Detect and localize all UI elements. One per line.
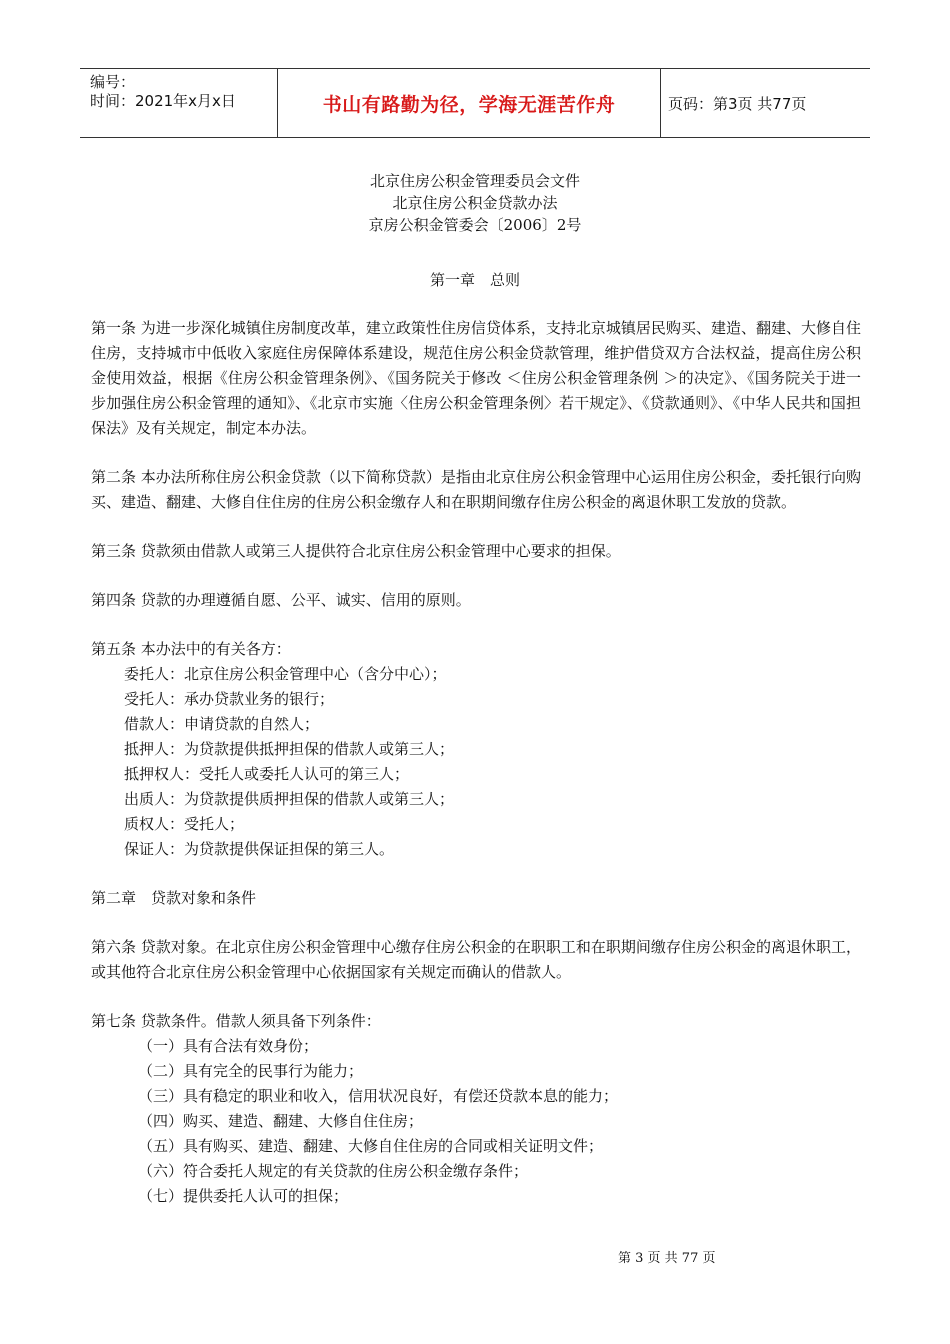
- article-5: [91, 637, 861, 862]
- header-page-label: 页码：第3页 共77页: [668, 95, 807, 113]
- header-motto: 书山有路勤为径，学海无涯苦作舟: [277, 69, 661, 137]
- time-label: 时间：2021年x月x日: [90, 92, 236, 110]
- article-7-intro: 第七条 贷款条件。借款人须具备下列条件：: [91, 1012, 381, 1030]
- title-name: 北京住房公积金贷款办法: [392, 194, 558, 212]
- page-header: [80, 68, 870, 138]
- article-7-item: （五）具有购买、建造、翻建、大修自住住房的合同或相关证明文件；: [138, 1137, 604, 1155]
- article-2: 第二条 本办法所称住房公积金贷款（以下简称贷款）是指由北京住房公积金管理中心运用住房公积金，委托银行向购买、建造、翻建、大修自住住房的住房公积金缴存人和在职期间缴存住房公积金的离退休职工发放的贷款。: [91, 468, 861, 511]
- chapter-heading-2: 第二章 贷款对象和条件: [91, 889, 257, 907]
- chapter-heading-1: 第一章 总则: [429, 271, 520, 289]
- article-7-item: （三）具有稳定的职业和收入，信用状况良好，有偿还贷款本息的能力；: [138, 1087, 619, 1105]
- document-title-block: [0, 170, 950, 236]
- article-7-item: （六）符合委托人规定的有关贷款的住房公积金缴存条件；: [138, 1162, 529, 1180]
- article-7-item: （二）具有完全的民事行为能力；: [138, 1062, 364, 1080]
- header-meta: [90, 73, 280, 111]
- article-7-item: （一）具有合法有效身份；: [138, 1037, 319, 1055]
- article-5-item: 出质人：为贷款提供质押担保的借款人或第三人；: [124, 790, 455, 808]
- article-7-item: （四）购买、建造、翻建、大修自住住房；: [138, 1112, 424, 1130]
- article-7-item: （七）提供委托人认可的担保；: [138, 1187, 349, 1205]
- article-1: 第一条 为进一步深化城镇住房制度改革，建立政策性住房信贷体系，支持北京城镇居民购买、建造、翻建、大修自住住房，支持城市中低收入家庭住房保障体系建设，规范住房公积金贷款管理，维护借贷双方合法权益，提高住房公积金使用效益，根据《住房公积金管理条例》、《国务院关于修改 ＜住房公积金管理条例 ＞的决定》、《国务院关于进一步加强住房公积金管理的通知》、《北京市实施〈住房公积金管理条例〉若干规定》、《贷款通则》、《中华人民共和国担保法》及有关规定，制定本办法。: [91, 319, 861, 437]
- number-label: 编号：: [90, 73, 136, 91]
- article-4: 第四条 贷款的办理遵循自愿、公平、诚实、信用的原则。: [91, 591, 471, 609]
- article-5-item: 抵押权人：受托人或委托人认可的第三人；: [124, 765, 410, 783]
- article-3: 第三条 贷款须由借款人或第三人提供符合北京住房公积金管理中心要求的担保。: [91, 542, 621, 560]
- title-doc-no: 京房公积金管委会〔2006〕2号: [368, 216, 582, 234]
- article-5-item: 抵押人：为贷款提供抵押担保的借款人或第三人；: [124, 740, 455, 758]
- article-5-intro: 第五条 本办法中的有关各方：: [91, 640, 291, 658]
- article-6: 第六条 贷款对象。在北京住房公积金管理中心缴存住房公积金的在职职工和在职期间缴存住房公积金的离退休职工，或其他符合北京住房公积金管理中心依据国家有关规定而确认的借款人。: [91, 938, 861, 981]
- article-5-item: 委托人：北京住房公积金管理中心（含分中心）；: [124, 665, 447, 683]
- document-body: [91, 316, 861, 1209]
- article-5-item: 保证人：为贷款提供保证担保的第三人。: [124, 840, 395, 858]
- page-footer: 第 3 页 共 77 页: [618, 1251, 716, 1266]
- article-5-item: 借款人：申请贷款的自然人；: [124, 715, 320, 733]
- article-5-item: 质权人：受托人；: [124, 815, 245, 833]
- article-5-item: 受托人：承办贷款业务的银行；: [124, 690, 335, 708]
- article-7: [91, 1009, 861, 1209]
- title-org: 北京住房公积金管理委员会文件: [369, 172, 580, 190]
